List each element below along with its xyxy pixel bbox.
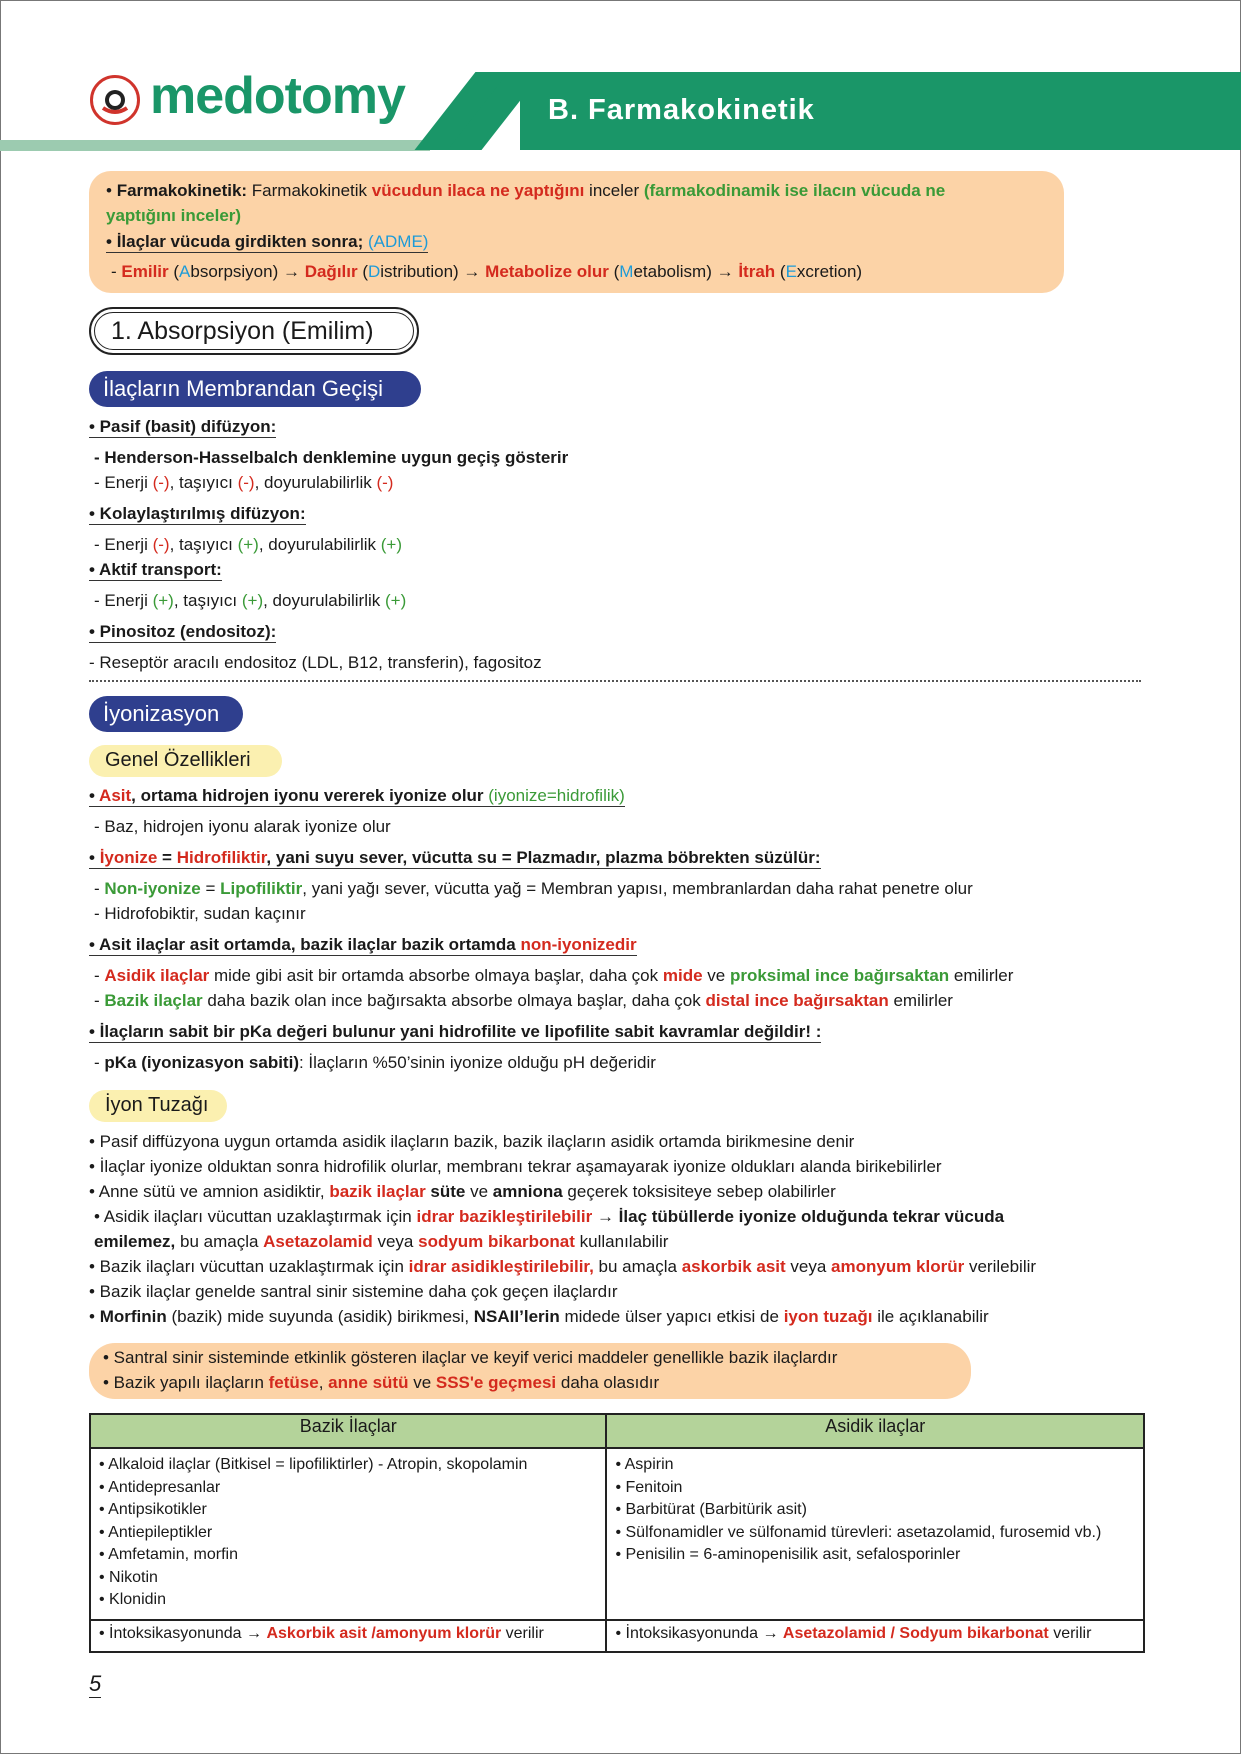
text-segment: Emilir [121,262,169,281]
list-item: • Antidepresanlar [99,1478,221,1496]
asidik-footer [606,1620,1144,1652]
kolay-heading: • Kolaylaştırılmış difüzyon: [89,504,306,523]
text-segment: veya [785,1257,832,1276]
text-segment: - Enerji [94,535,153,554]
text-segment: Non-iyonize [104,879,201,898]
text-segment: Asetazolamid [263,1232,373,1251]
text-segment: (-) [152,473,170,492]
text-segment: (+) [241,591,264,610]
intro-line-2: yaptığını inceler) [106,206,242,225]
table-row [90,1620,1144,1652]
text-segment: (+) [237,535,259,554]
text-segment: istribution) → [380,262,486,281]
aktif-line-1 [94,591,406,611]
note-line-1: • Santral sinir sisteminde etkinlik gösteren ilaçlar ve keyif verici maddeler genellikle bazik ilaçlardır [103,1348,838,1367]
text-segment: bu amaçla [593,1257,682,1276]
text-segment: = [200,879,221,898]
ion-row-10 [94,1053,656,1073]
text-segment: - [94,991,105,1010]
text-segment: • [89,786,100,805]
text-segment: ve [702,966,730,985]
text-segment: • Asidik ilaçları vücuttan uzaklaştırmak için [94,1207,417,1226]
note-box [89,1343,971,1399]
text-segment: - [94,966,105,985]
text-segment: emilirler [888,991,953,1010]
text-segment: A [179,262,191,281]
text-segment: • İntoksikasyonunda → [99,1625,267,1642]
text-segment: , taşıyıcı [169,535,238,554]
ion-row-3 [89,848,821,868]
text-segment: Asetazolamid / Sodyum bikarbonat [782,1625,1049,1642]
text-segment: ( [608,262,620,281]
intro-box [89,171,1064,293]
text-segment: midede ülser yapıcı etkisi de [559,1307,784,1326]
list-item: • Nikotin [99,1568,158,1586]
text-segment: ( [775,262,786,281]
text-segment: amonyum klorür [831,1257,965,1276]
text-segment: bazik ilaçlar [329,1182,426,1201]
logo-icon [90,75,140,125]
ion-row-9: • İlaçların sabit bir pKa değeri bulunur yani hidrofilite ve lipofilite sabit kavramlar değildir! : [89,1022,822,1041]
text-segment: İyonize [99,848,158,867]
text-segment: • Anne sütü ve amnion asidiktir, [89,1182,330,1201]
text-segment: daha bazik olan ince bağırsakta absorbe olmaya başlar, daha çok [202,991,706,1010]
text-segment: daha olasıdır [556,1373,660,1392]
text-segment: Hidrofiliktir [176,848,267,867]
text-segment: ve [408,1373,436,1392]
trap-line-3 [89,1182,836,1202]
text-segment: , taşıyıcı [173,591,242,610]
text-segment: İlaç tübüllerde iyonize olduğunda tekrar vücuda [618,1207,1005,1226]
intro-line-3: • İlaçlar vücuda girdikten sonra; (ADME) [106,232,429,251]
text-segment: emilirler [949,966,1014,985]
text-segment: verilebilir [964,1257,1037,1276]
text-segment: xcretion) [796,262,863,281]
table-header-row [90,1414,1144,1448]
text-segment: Bazik ilaçlar [104,991,203,1010]
ionization-pill: İyonizasyon [89,696,243,732]
pino-heading: • Pinositoz (endositoz): [89,622,277,641]
ion-row-4 [94,879,973,899]
intro-line-1: • Farmakokinetik: Farmakokinetik vücudun ilaca ne yaptığını inceler (farmakodinamik ise ilacın vücuda ne [106,181,946,200]
trap-line-8 [89,1307,989,1327]
text-segment: , doyurulabilirlik [254,473,377,492]
page-number: 5 [89,1671,102,1696]
text-segment: E [785,262,797,281]
text-segment: - [94,879,105,898]
trap-line-6 [89,1257,1036,1277]
genel-ozellikler-label: Genel Özellikleri [89,745,282,777]
text-segment: - [94,1053,105,1072]
text-segment: (+) [152,591,174,610]
text-segment: ( [168,262,180,281]
text-segment: - [111,262,122,281]
trap-line-2: • İlaçlar iyonize olduktan sonra hidrofilik olurlar, membranı tekrar aşamayarak iyonize oldukları alanda birikebilirler [89,1157,942,1176]
page-title: B. Farmakokinetik [548,94,815,126]
text-segment: , [318,1373,329,1392]
list-item: • Penisilin = 6-aminopenisilik asit, sefalosporinler [615,1546,961,1563]
text-segment: idrar asidikleştirilebilir, [408,1257,594,1276]
text-segment: ve [465,1182,493,1201]
text-segment: • [89,848,100,867]
text-segment: : İlaçların %50’sinin iyonize olduğu pH değeridir [298,1053,656,1072]
text-segment: emilemez, [94,1232,176,1251]
text-segment: bsorpsiyon) → [190,262,305,281]
text-segment: non-iyonizedir [520,935,637,954]
trap-line-1: • Pasif diffüzyona uygun ortamda asidik ilaçların bazik, bazik ilaçların asidik ortamda birikmesine denir [89,1132,855,1151]
text-segment: D [368,262,381,281]
list-item: • Amfetamin, morfin [99,1546,238,1563]
text-segment: mide [662,966,703,985]
text-segment: fetüse [268,1373,319,1392]
aktif-heading: • Aktif transport: [89,560,222,579]
text-segment: M [619,262,634,281]
text-segment: (+) [380,535,402,554]
text-segment: Dağılır [304,262,358,281]
text-segment: Lipofiliktir [220,879,303,898]
text-segment: • Bazik yapılı ilaçların [103,1373,269,1392]
ion-row-2: - Baz, hidrojen iyonu alarak iyonize olur [94,817,391,836]
trap-line-5 [94,1232,668,1252]
text-segment: - Enerji [94,473,153,492]
text-segment: süte [425,1182,466,1201]
list-item: • Fenitoin [615,1478,683,1496]
text-segment: ile açıklanabilir [872,1307,989,1326]
bazik-footer [90,1620,606,1652]
text-segment: • Bazik ilaçları vücuttan uzaklaştırmak için [89,1257,409,1276]
table-header-bazik: Bazik İlaçlar [90,1414,606,1448]
text-segment: mide gibi asit bir ortamda absorbe olmaya başlar, daha çok [209,966,663,985]
text-segment: amniona [492,1182,563,1201]
ion-row-5: - Hidrofobiktir, sudan kaçınır [94,904,306,923]
text-segment: Metabolize olur [485,262,609,281]
text-segment: Asidik ilaçlar [104,966,210,985]
text-segment: (-) [152,535,170,554]
text-segment: kullanılabilir [574,1232,669,1251]
text-segment: İtrah [738,262,776,281]
text-segment: • [89,1307,100,1326]
text-segment: , doyurulabilirlik [258,535,381,554]
text-segment: → [592,1207,619,1226]
text-segment: askorbik asit [681,1257,786,1276]
text-segment: = [157,848,177,867]
table-row [90,1448,1144,1620]
text-segment: (iyonize=hidrofilik) [488,786,625,805]
iyon-tuzagi-label: İyon Tuzağı [89,1090,227,1122]
pino-line-1: - Reseptör aracılı endositoz (LDL, B12, transferin), fagositoz [89,653,542,672]
intro-adme-line [111,262,862,282]
text-segment: • Asit ilaçlar asit ortamda, bazik ilaçlar bazik ortamda [89,935,521,954]
list-item: • Alkaloid ilaçlar (Bitkisel = lipofiliktirler) - Atropin, skopolamin [99,1456,528,1473]
text-segment: , doyurulabilirlik [263,591,385,610]
text-segment: ( [357,262,368,281]
text-segment: (+) [385,591,407,610]
text-segment: , yani suyu sever, vücutta su = Plazmadır, plazma böbrekten süzülür: [266,848,821,867]
trap-line-4 [94,1207,1004,1227]
pasif-line-2 [94,473,393,493]
kolay-line-1 [94,535,402,555]
text-segment: verilir [1048,1625,1092,1642]
pasif-line-1: - Henderson-Hasselbalch denklemine uygun geçiş gösterir [94,448,569,467]
section-title: 1. Absorpsiyon (Emilim) [89,307,419,355]
text-segment: pKa (iyonizasyon sabiti) [104,1053,299,1072]
trap-line-7: • Bazik ilaçlar genelde santral sinir sistemine daha çok geçen ilaçlardır [89,1282,618,1301]
text-segment: Askorbik asit /amonyum klorür [266,1625,502,1642]
text-segment: (bazik) mide suyunda (asidik) birikmesi, [166,1307,474,1326]
text-segment: idrar bazikleştirilebilir [416,1207,593,1226]
list-item: • Antipsikotikler [99,1501,207,1518]
bazik-list [90,1448,606,1620]
list-item: • Sülfonamidler ve sülfonamid türevleri: asetazolamid, furosemid vb.) [615,1523,1102,1541]
text-segment: distal ince bağırsaktan [705,991,889,1010]
text-segment: iyon tuzağı [783,1307,873,1326]
text-segment: anne sütü [328,1373,409,1392]
drug-table [89,1413,1145,1653]
list-item: • Barbitürat (Barbitürik asit) [615,1501,807,1518]
list-item: • Antiepileptikler [99,1523,213,1541]
ion-row-7 [94,966,1013,986]
header-light-band [0,140,430,151]
text-segment: geçerek toksisiteye sebep olabilirler [562,1182,836,1201]
text-segment: Morfinin [99,1307,167,1326]
note-line-2 [103,1373,659,1393]
list-item: • Klonidin [99,1591,166,1608]
ion-row-6 [89,935,637,955]
text-segment: NSAII’lerin [473,1307,560,1326]
text-segment: sodyum bikarbonat [418,1232,575,1251]
text-segment: , ortama hidrojen iyonu vererek iyonize olur [131,786,489,805]
text-segment: , taşıyıcı [169,473,238,492]
divider [89,680,1141,682]
text-segment: (-) [237,473,255,492]
text-segment: (-) [376,473,394,492]
ion-row-8 [94,991,953,1011]
text-segment: etabolism) → [633,262,739,281]
text-segment: verilir [501,1625,544,1642]
text-segment: Asit [99,786,132,805]
asidik-list [606,1448,1144,1620]
text-segment: • İntoksikasyonunda → [615,1625,783,1642]
ion-row-1 [89,786,625,806]
text-segment: veya [372,1232,419,1251]
logo-text: medotomy [150,67,405,125]
pasif-heading: • Pasif (basit) difüzyon: [89,417,277,436]
membrane-pill: İlaçların Membrandan Geçişi [89,371,421,407]
text-segment: , yani yağı sever, vücutta yağ = Membran yapısı, membranlardan daha rahat penetre olur [302,879,973,898]
table-header-asidik: Asidik ilaçlar [606,1414,1144,1448]
text-segment: - Enerji [94,591,153,610]
text-segment: bu amaçla [175,1232,264,1251]
text-segment: proksimal ince bağırsaktan [729,966,950,985]
list-item: • Aspirin [615,1456,674,1473]
text-segment: SSS'e geçmesi [435,1373,557,1392]
